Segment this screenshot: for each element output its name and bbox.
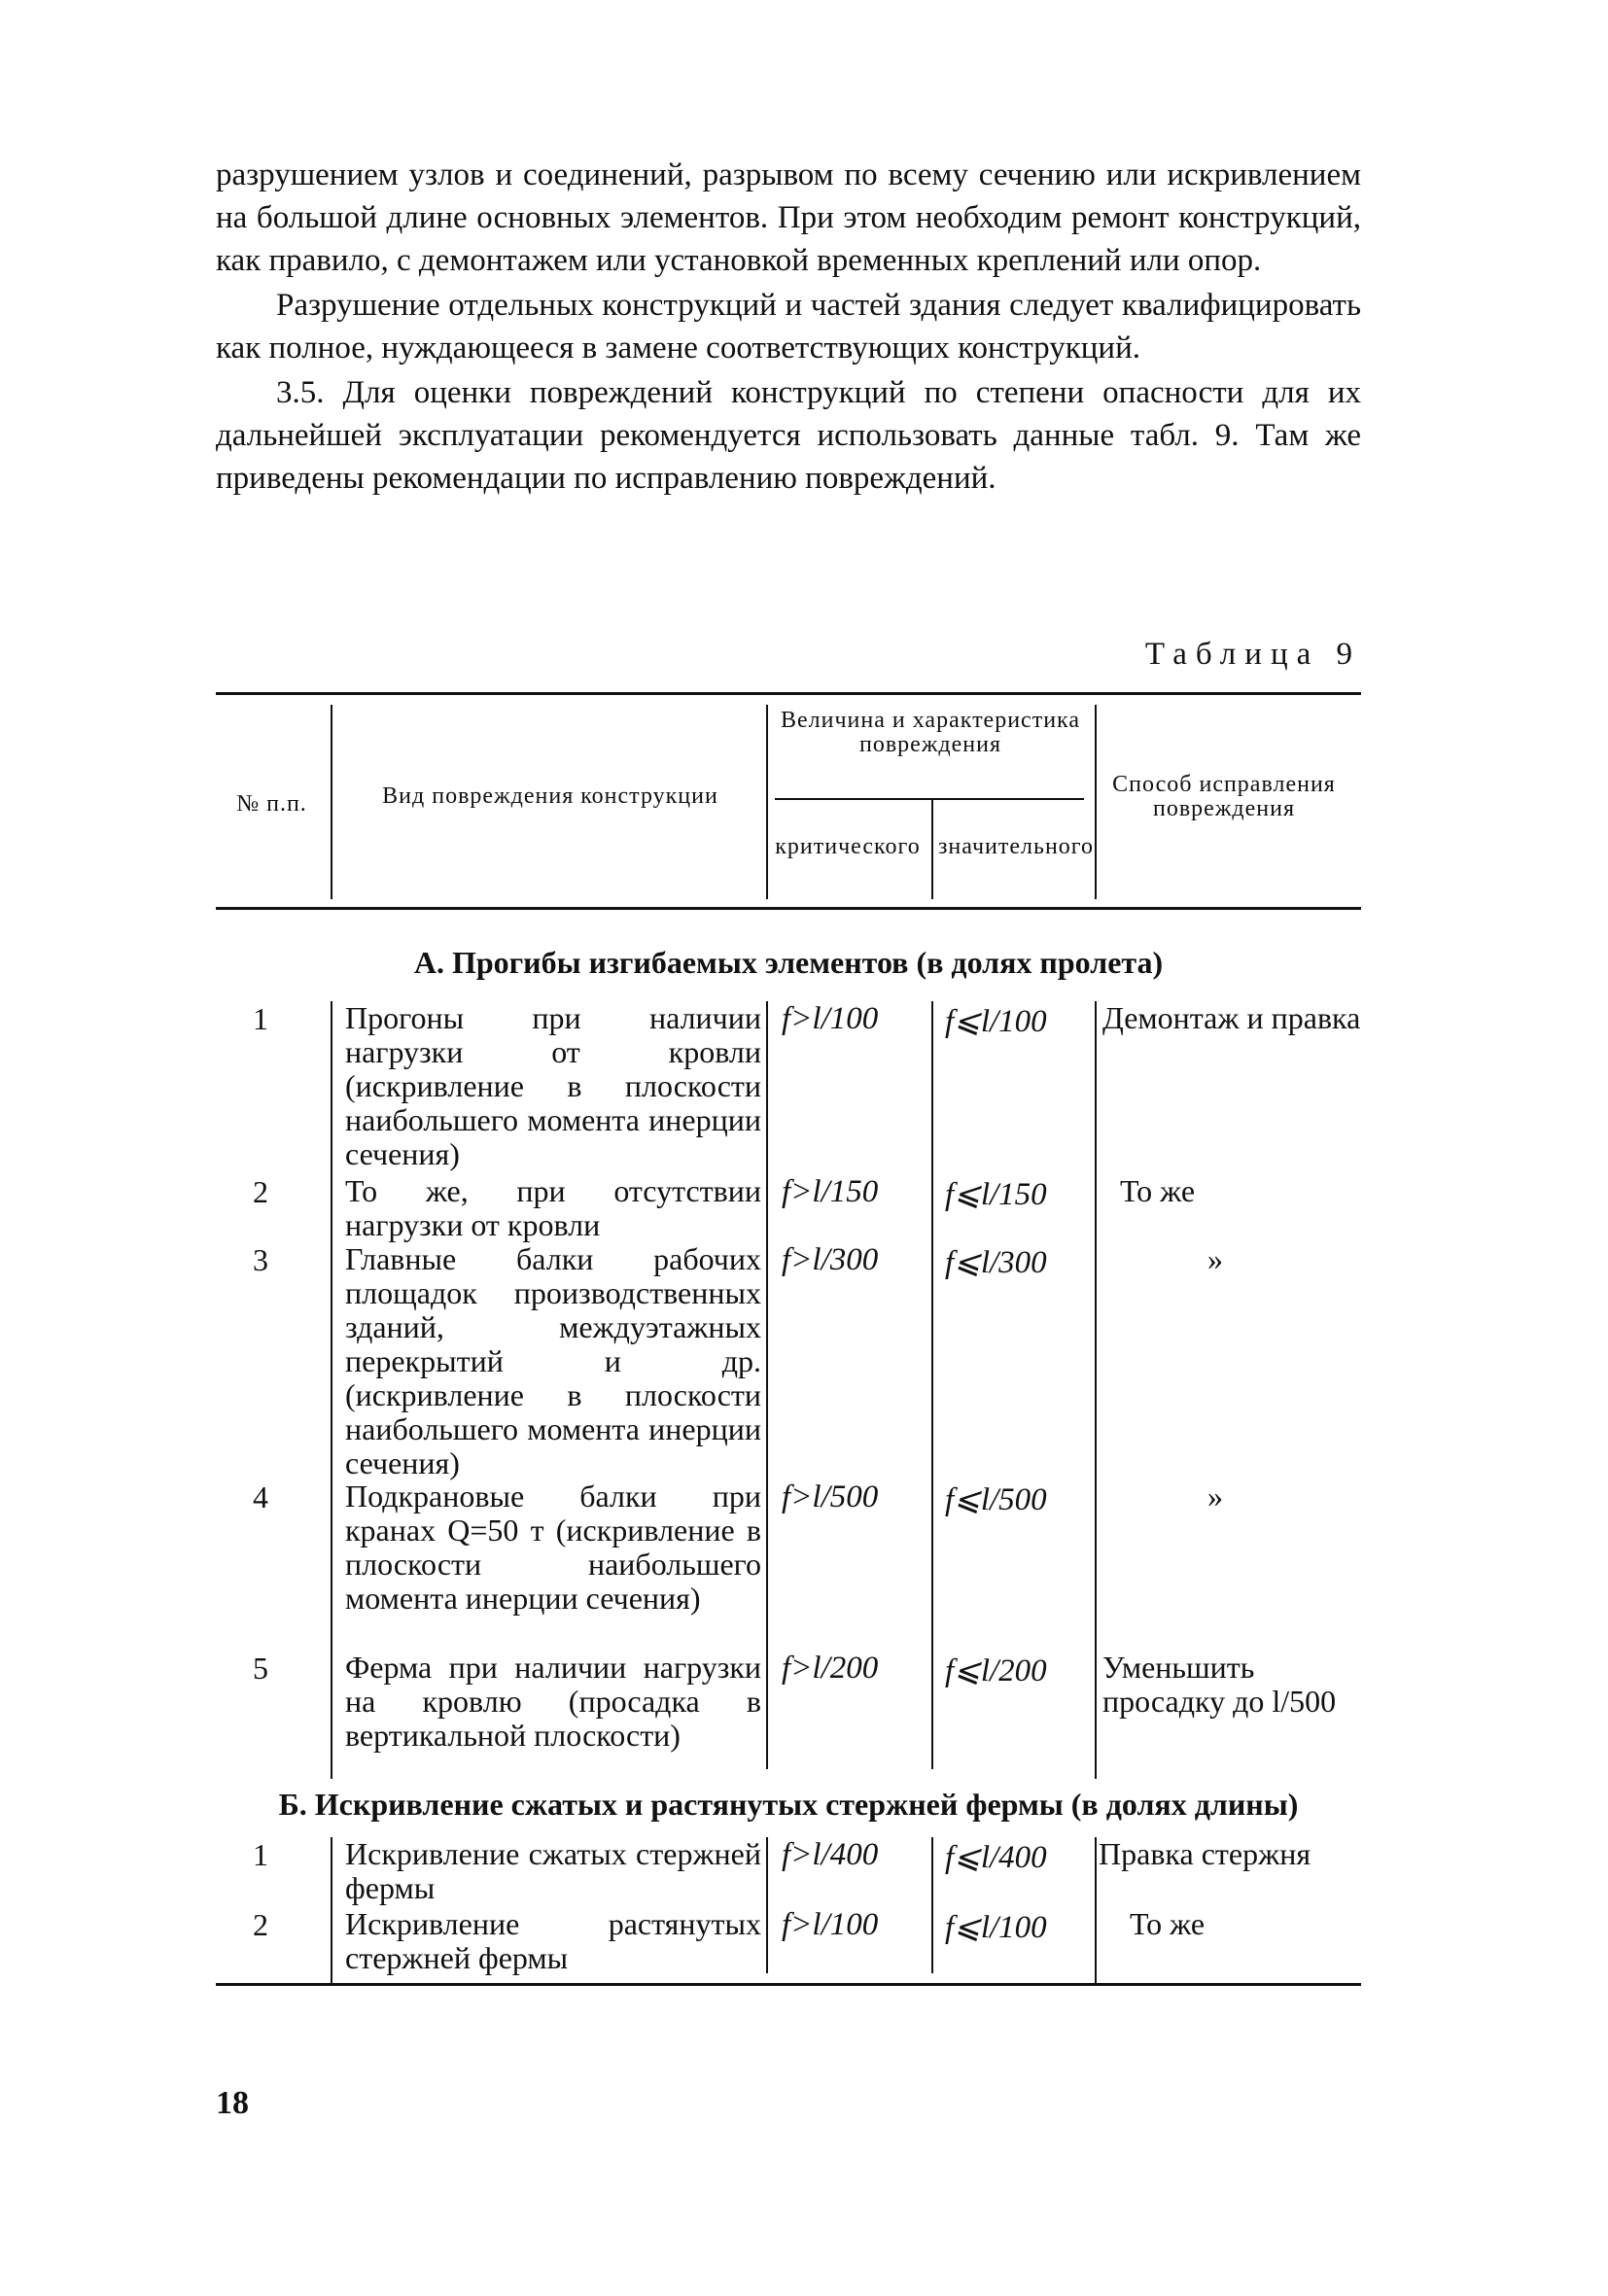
divider (331, 1001, 332, 1779)
row-num: 2 (253, 1907, 268, 1942)
row-desc: Прогоны при наличии нагрузки от кровли (искривление в плоскости наибольшего момента инерции сечения) (345, 1000, 761, 1171)
row-critical: f>l/200 (782, 1651, 879, 1686)
row-num: 3 (253, 1242, 268, 1277)
row-significant: f⩽l/100 (945, 1004, 1047, 1039)
divider (931, 1001, 933, 1769)
header-fix: Способ исправления повреждения (1112, 772, 1336, 821)
row-num: 4 (253, 1479, 268, 1514)
header-significant: значительного (937, 834, 1095, 859)
divider (931, 798, 933, 899)
row-significant: f⩽l/300 (945, 1245, 1047, 1280)
row-fix: Демонтаж и правка (1102, 1000, 1361, 1035)
row-desc: Главные балки рабочих площадок производственных зданий, междуэтажных перекрытий и др. (искривление в плоскости наибольшего момента инерции сечения) (345, 1241, 761, 1480)
paragraph-1: разрушением узлов и соединений, разрывом по всему сечению или искривлением на большой длине основных элементов. При этом необходим ремонт конструкций, как правило, с демонтажем или установкой временных креплений или опор. (216, 157, 1361, 278)
divider (931, 1837, 933, 1973)
paragraph-3: 3.5. Для оценки повреждений конструкций по степени опасности для их дальнейшей эксплуатации рекомендуется использовать данные табл. 9. Там же приведены рекомендации по исправлению повреждений. (216, 375, 1361, 496)
header-num: № п.п. (236, 791, 307, 817)
row-critical: f>l/400 (782, 1837, 879, 1872)
divider (331, 705, 332, 899)
divider (766, 1837, 768, 1973)
section-a-rows (216, 1001, 1361, 1779)
row-fix: Правка стержня (1099, 1836, 1311, 1871)
row-desc: Искривление растянутых стержней фермы (345, 1906, 761, 1975)
page-number: 18 (216, 2085, 249, 2121)
header-critical: критического (775, 834, 921, 859)
row-significant: f⩽l/400 (945, 1840, 1047, 1875)
paragraph-2: Разрушение отдельных конструкций и частей здания следует квалифицировать как полное, нуждающееся в замене соответствующих конструкций. (216, 288, 1361, 365)
row-desc: Ферма при наличии нагрузки на кровлю (просадка в вертикальной плоскости) (345, 1650, 761, 1753)
divider (1095, 705, 1097, 899)
row-num: 5 (253, 1651, 268, 1686)
row-critical: f>l/500 (782, 1479, 879, 1514)
divider (1095, 1837, 1097, 1983)
damage-table (216, 692, 1361, 1986)
row-desc: Искривление сжатых стержней фермы (345, 1836, 761, 1905)
row-num: 1 (253, 1837, 268, 1872)
row-fix: » (1207, 1478, 1223, 1513)
divider (766, 705, 768, 899)
section-a-title: А. Прогибы изгибаемых элементов (в долях пролета) (413, 945, 1164, 980)
header-magnitude: Величина и характеристика повреждения (781, 708, 1080, 757)
row-critical: f>l/300 (782, 1242, 879, 1277)
body-text (216, 154, 1361, 500)
header-type: Вид повреждения конструкции (382, 783, 718, 809)
section-b-rows (216, 1837, 1361, 1983)
row-fix: Уменьшить просадку до l/500 (1102, 1650, 1337, 1719)
section-b-title: Б. Искривление сжатых и растянутых стержней фермы (в долях длины) (278, 1787, 1299, 1822)
row-fix: То же (1130, 1906, 1206, 1941)
row-critical: f>l/100 (782, 1907, 879, 1942)
divider (766, 1001, 768, 1769)
row-desc: Подкрановые балки при кранах Q=50 т (искривление в плоскости наибольшего момента инерции сечения) (345, 1478, 761, 1616)
divider (775, 798, 1084, 800)
row-fix: » (1207, 1241, 1223, 1276)
row-num: 1 (253, 1001, 268, 1036)
row-significant: f⩽l/200 (945, 1653, 1047, 1688)
divider (331, 1837, 332, 1983)
row-desc: То же, при отсутствии нагрузки от кровли (345, 1173, 761, 1242)
row-significant: f⩽l/150 (945, 1177, 1047, 1212)
row-critical: f>l/100 (782, 1001, 879, 1036)
row-num: 2 (253, 1174, 268, 1209)
divider (1095, 1001, 1097, 1779)
row-significant: f⩽l/100 (945, 1910, 1047, 1945)
row-critical: f>l/150 (782, 1174, 879, 1209)
row-significant: f⩽l/500 (945, 1482, 1047, 1517)
row-fix: То же (1120, 1173, 1196, 1208)
table-caption: Таблица 9 (1144, 637, 1361, 672)
table-header (216, 695, 1361, 910)
